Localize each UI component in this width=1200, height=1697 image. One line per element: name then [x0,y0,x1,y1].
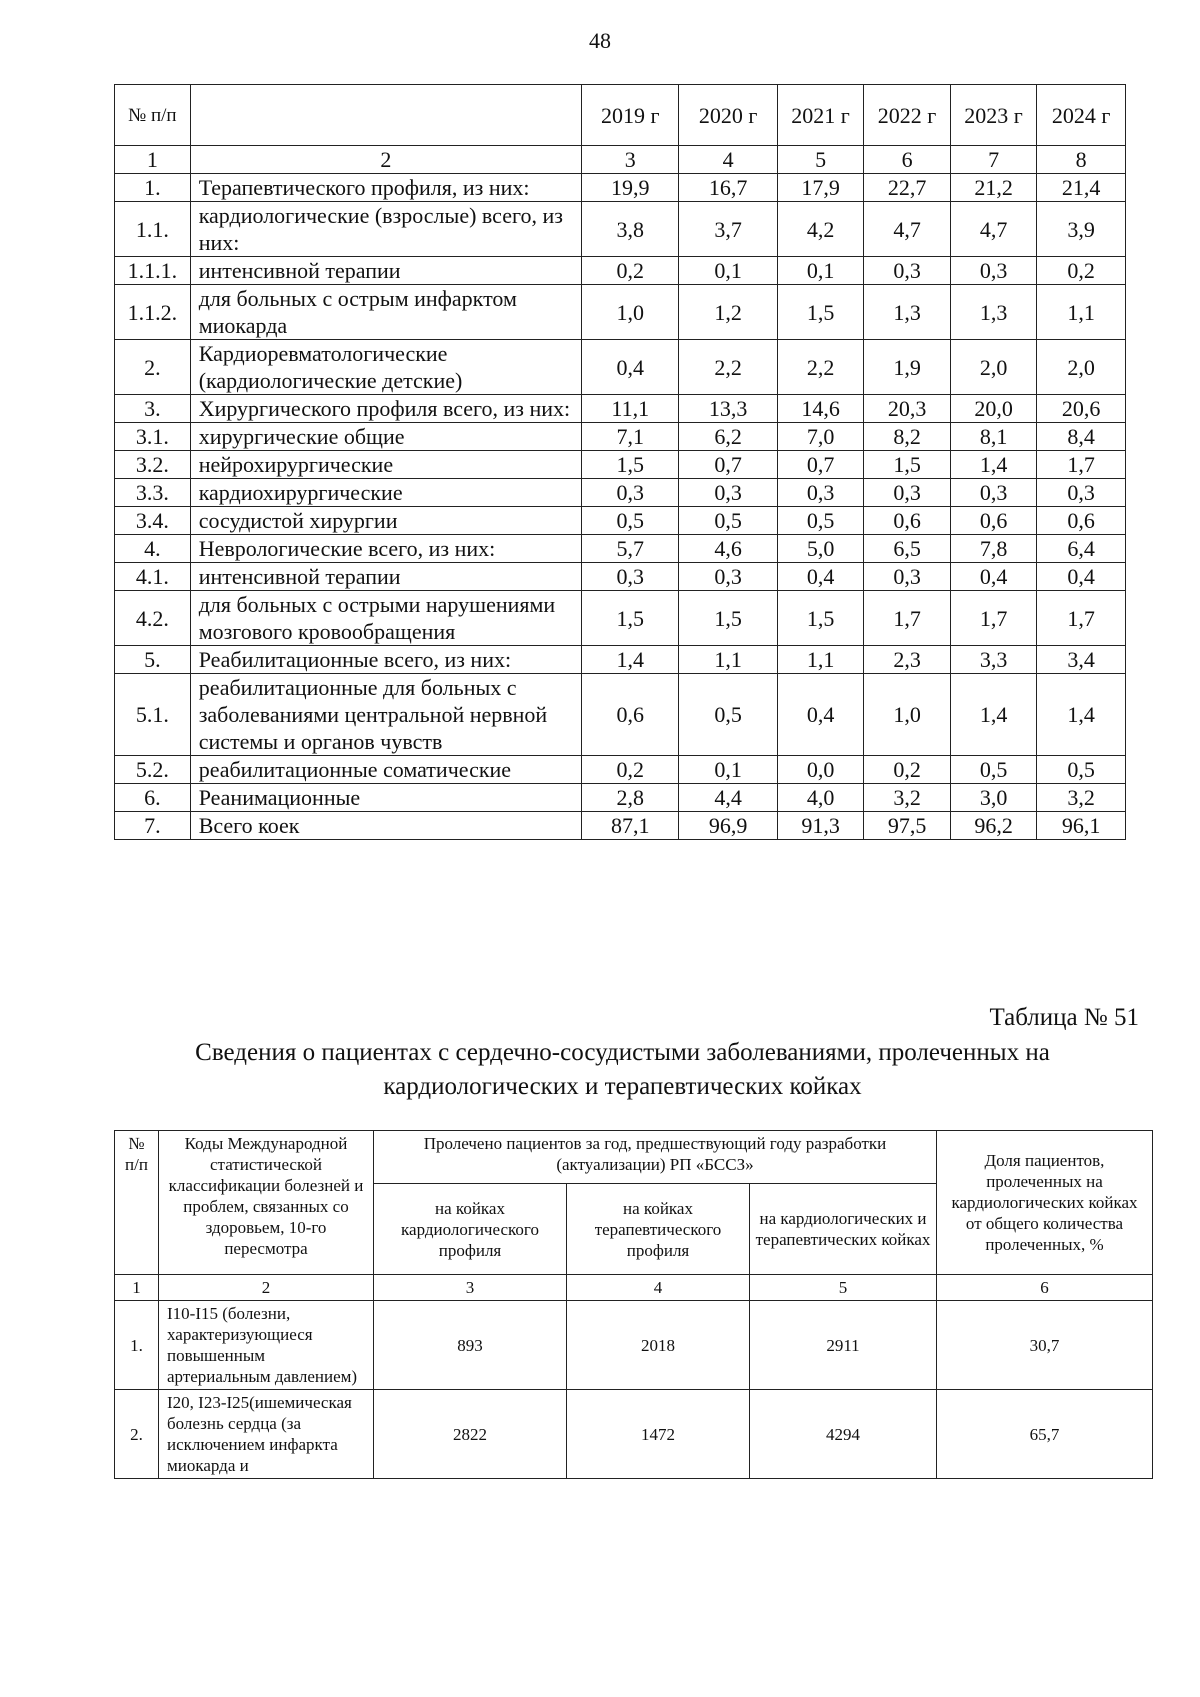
row-value: 3,4 [1037,646,1126,674]
table-row [115,563,1126,591]
row-value: 1,7 [1037,451,1126,479]
row-value: 96,1 [1037,812,1126,840]
row-name: Реабилитационные всего, из них: [190,646,581,674]
row-value: 14,6 [777,395,864,423]
row-number: 4.1. [115,563,191,591]
row-value: 91,3 [777,812,864,840]
row-value: 8,1 [950,423,1037,451]
row-value: 3,2 [1037,784,1126,812]
row-value: 0,6 [582,674,679,756]
row-value: 1,4 [582,646,679,674]
header-treated: Пролечено пациентов за год, предшествующий году разработки (актуализации) РП «БССЗ» [374,1131,937,1184]
header-number: № п/п [115,85,191,146]
row-value: 1,2 [679,285,777,340]
table-row [115,784,1126,812]
row-value: 1,3 [864,285,951,340]
table-header-row [115,85,1126,146]
row-value: 0,6 [950,507,1037,535]
row-value: 1,0 [582,285,679,340]
row-value: 2,2 [777,340,864,395]
row-value: 11,1 [582,395,679,423]
row-value: 21,4 [1037,174,1126,202]
table-row [115,202,1126,257]
column-number-row [115,146,1126,174]
patients-table-body [115,1301,1153,1479]
table-row [115,674,1126,756]
table-row [115,340,1126,395]
header-year: 2019 г [582,85,679,146]
col-number: 3 [582,146,679,174]
table-row [115,395,1126,423]
row-value: 20,0 [950,395,1037,423]
table-row [115,1390,1153,1479]
header-year: 2024 г [1037,85,1126,146]
row-value: 17,9 [777,174,864,202]
row-value: 0,1 [777,257,864,285]
row-number: 1. [115,174,191,202]
row-value: 4,7 [864,202,951,257]
row-value: 0,4 [1037,563,1126,591]
row-value: 0,3 [679,563,777,591]
row-value: 0,4 [582,340,679,395]
row-name: кардиохирургические [190,479,581,507]
header-name [190,85,581,146]
row-number: 3. [115,395,191,423]
beds-table-body [115,174,1126,840]
row-name: для больных с острыми нарушениями мозгового кровообращения [190,591,581,646]
row-share: 65,7 [937,1390,1153,1479]
row-value: 6,4 [1037,535,1126,563]
row-value: 0,6 [1037,507,1126,535]
beds-table [114,84,1126,840]
row-value: 2,8 [582,784,679,812]
row-value: 0,2 [582,257,679,285]
row-total: 2911 [750,1301,937,1390]
col-number: 3 [374,1275,567,1301]
col-number: 6 [937,1275,1153,1301]
table-row [115,591,1126,646]
row-value: 0,7 [679,451,777,479]
header-codes: Коды Международной статистической классификации болезней и проблем, связанных со здоровьем, 10-го пересмотра [159,1131,374,1275]
row-value: 5,0 [777,535,864,563]
table-row [115,423,1126,451]
row-value: 5,7 [582,535,679,563]
row-value: 1,4 [950,451,1037,479]
row-value: 0,1 [679,257,777,285]
column-number-row [115,1275,1153,1301]
row-value: 0,2 [864,756,951,784]
row-value: 4,7 [950,202,1037,257]
row-value: 0,0 [777,756,864,784]
row-value: 0,5 [582,507,679,535]
col-number: 1 [115,146,191,174]
header-year: 2022 г [864,85,951,146]
row-value: 0,4 [777,563,864,591]
row-value: 3,0 [950,784,1037,812]
row-value: 0,3 [582,479,679,507]
row-value: 0,3 [679,479,777,507]
table-row [115,451,1126,479]
row-name: Хирургического профиля всего, из них: [190,395,581,423]
row-value: 96,9 [679,812,777,840]
row-value: 1,5 [582,591,679,646]
header-number: № п/п [115,1131,159,1275]
header-year: 2021 г [777,85,864,146]
row-name: Неврологические всего, из них: [190,535,581,563]
col-number: 2 [190,146,581,174]
row-value: 20,3 [864,395,951,423]
row-name: для больных с острым инфарктом миокарда [190,285,581,340]
row-value: 1,5 [777,591,864,646]
table-row [115,174,1126,202]
table-row [115,1301,1153,1390]
row-value: 3,7 [679,202,777,257]
row-value: 0,5 [679,674,777,756]
row-name: Кардиоревматологические (кардиологические детские) [190,340,581,395]
row-value: 1,0 [864,674,951,756]
table-row [115,756,1126,784]
row-value: 16,7 [679,174,777,202]
header-year: 2020 г [679,85,777,146]
row-value: 2,0 [1037,340,1126,395]
row-value: 0,7 [777,451,864,479]
row-value: 1,7 [950,591,1037,646]
col-number: 2 [159,1275,374,1301]
row-name: Всего коек [190,812,581,840]
row-value: 1,4 [1037,674,1126,756]
row-value: 4,4 [679,784,777,812]
row-name: интенсивной терапии [190,563,581,591]
row-value: 6,2 [679,423,777,451]
row-number: 3.2. [115,451,191,479]
row-name: нейрохирургические [190,451,581,479]
row-total: 4294 [750,1390,937,1479]
col-number: 7 [950,146,1037,174]
row-code: I10-I15 (болезни, характеризующиеся повышенным артериальным давлением) [159,1301,374,1390]
row-value: 1,5 [582,451,679,479]
table-header-row [115,1131,1153,1184]
row-value: 0,4 [777,674,864,756]
row-number: 4. [115,535,191,563]
row-value: 0,6 [864,507,951,535]
table-row [115,507,1126,535]
row-number: 5.2. [115,756,191,784]
row-name: сосудистой хирургии [190,507,581,535]
col-number: 4 [567,1275,750,1301]
row-value: 1,9 [864,340,951,395]
col-number: 6 [864,146,951,174]
col-number: 1 [115,1275,159,1301]
row-value: 0,2 [1037,257,1126,285]
row-value: 21,2 [950,174,1037,202]
row-value: 7,1 [582,423,679,451]
row-value: 1,1 [1037,285,1126,340]
row-value: 2,0 [950,340,1037,395]
row-number: 5. [115,646,191,674]
header-year: 2023 г [950,85,1037,146]
row-value: 3,2 [864,784,951,812]
row-name: Терапевтического профиля, из них: [190,174,581,202]
table-row [115,812,1126,840]
row-number: 6. [115,784,191,812]
row-value: 0,3 [950,479,1037,507]
row-number: 1.1.2. [115,285,191,340]
row-value: 1,7 [1037,591,1126,646]
row-value: 1,3 [950,285,1037,340]
row-value: 0,3 [864,257,951,285]
row-share: 30,7 [937,1301,1153,1390]
row-number: 1.1.1. [115,257,191,285]
row-value: 0,2 [582,756,679,784]
row-value: 0,5 [777,507,864,535]
row-value: 8,4 [1037,423,1126,451]
row-value: 13,3 [679,395,777,423]
row-number: 2. [115,1390,159,1479]
row-name: хирургические общие [190,423,581,451]
row-value: 4,6 [679,535,777,563]
row-value: 1,5 [777,285,864,340]
row-value: 3,8 [582,202,679,257]
row-value: 22,7 [864,174,951,202]
col-number: 4 [679,146,777,174]
row-number: 3.3. [115,479,191,507]
row-number: 4.2. [115,591,191,646]
row-value: 20,6 [1037,395,1126,423]
row-value: 1,4 [950,674,1037,756]
row-number: 5.1. [115,674,191,756]
row-value: 7,8 [950,535,1037,563]
row-value: 3,3 [950,646,1037,674]
header-both-beds: на кардиологических и терапевтических койках [750,1184,937,1275]
row-number: 7. [115,812,191,840]
table-row [115,479,1126,507]
row-value: 0,5 [950,756,1037,784]
row-name: реабилитационные соматические [190,756,581,784]
table-row [115,285,1126,340]
row-name: кардиологические (взрослые) всего, из них: [190,202,581,257]
table-row [115,535,1126,563]
row-name: интенсивной терапии [190,257,581,285]
row-value: 7,0 [777,423,864,451]
row-value: 96,2 [950,812,1037,840]
row-cardio: 2822 [374,1390,567,1479]
row-value: 1,7 [864,591,951,646]
header-share: Доля пациентов, пролеченных на кардиологических койках от общего количества пролеченных, % [937,1131,1153,1275]
col-number: 5 [750,1275,937,1301]
row-code: I20, I23-I25(ишемическая болезнь сердца (за исключением инфаркта миокарда и [159,1390,374,1479]
table-51-title: Сведения о пациентах с сердечно-сосудистыми заболеваниями, пролеченных на кардиологических и терапевтических койках [195,1039,1050,1100]
row-value: 0,4 [950,563,1037,591]
row-value: 19,9 [582,174,679,202]
row-value: 8,2 [864,423,951,451]
header-cardio-beds: на койках кардиологического профиля [374,1184,567,1275]
row-name: реабилитационные для больных с заболеваниями центральной нервной системы и органов чувств [190,674,581,756]
row-value: 0,5 [1037,756,1126,784]
col-number: 5 [777,146,864,174]
row-number: 3.4. [115,507,191,535]
row-value: 1,1 [679,646,777,674]
row-number: 2. [115,340,191,395]
row-value: 0,3 [864,563,951,591]
row-value: 0,3 [777,479,864,507]
table-row [115,257,1126,285]
col-number: 8 [1037,146,1126,174]
row-value: 0,3 [582,563,679,591]
row-therapy: 1472 [567,1390,750,1479]
row-value: 2,3 [864,646,951,674]
patients-table [114,1130,1153,1479]
row-value: 1,5 [679,591,777,646]
row-value: 0,5 [679,507,777,535]
table-row [115,646,1126,674]
row-value: 6,5 [864,535,951,563]
row-cardio: 893 [374,1301,567,1390]
row-therapy: 2018 [567,1301,750,1390]
row-value: 0,3 [1037,479,1126,507]
row-value: 4,2 [777,202,864,257]
row-value: 3,9 [1037,202,1126,257]
row-value: 97,5 [864,812,951,840]
row-number: 1. [115,1301,159,1390]
row-value: 0,3 [864,479,951,507]
table-51-label: Таблица № 51 [989,1004,1139,1031]
row-number: 1.1. [115,202,191,257]
row-value: 2,2 [679,340,777,395]
row-value: 1,1 [777,646,864,674]
row-name: Реанимационные [190,784,581,812]
page-number: 48 [589,28,611,53]
row-value: 87,1 [582,812,679,840]
row-value: 1,5 [864,451,951,479]
row-value: 0,3 [950,257,1037,285]
row-value: 4,0 [777,784,864,812]
row-value: 0,1 [679,756,777,784]
header-therapy-beds: на койках терапевтического профиля [567,1184,750,1275]
row-number: 3.1. [115,423,191,451]
